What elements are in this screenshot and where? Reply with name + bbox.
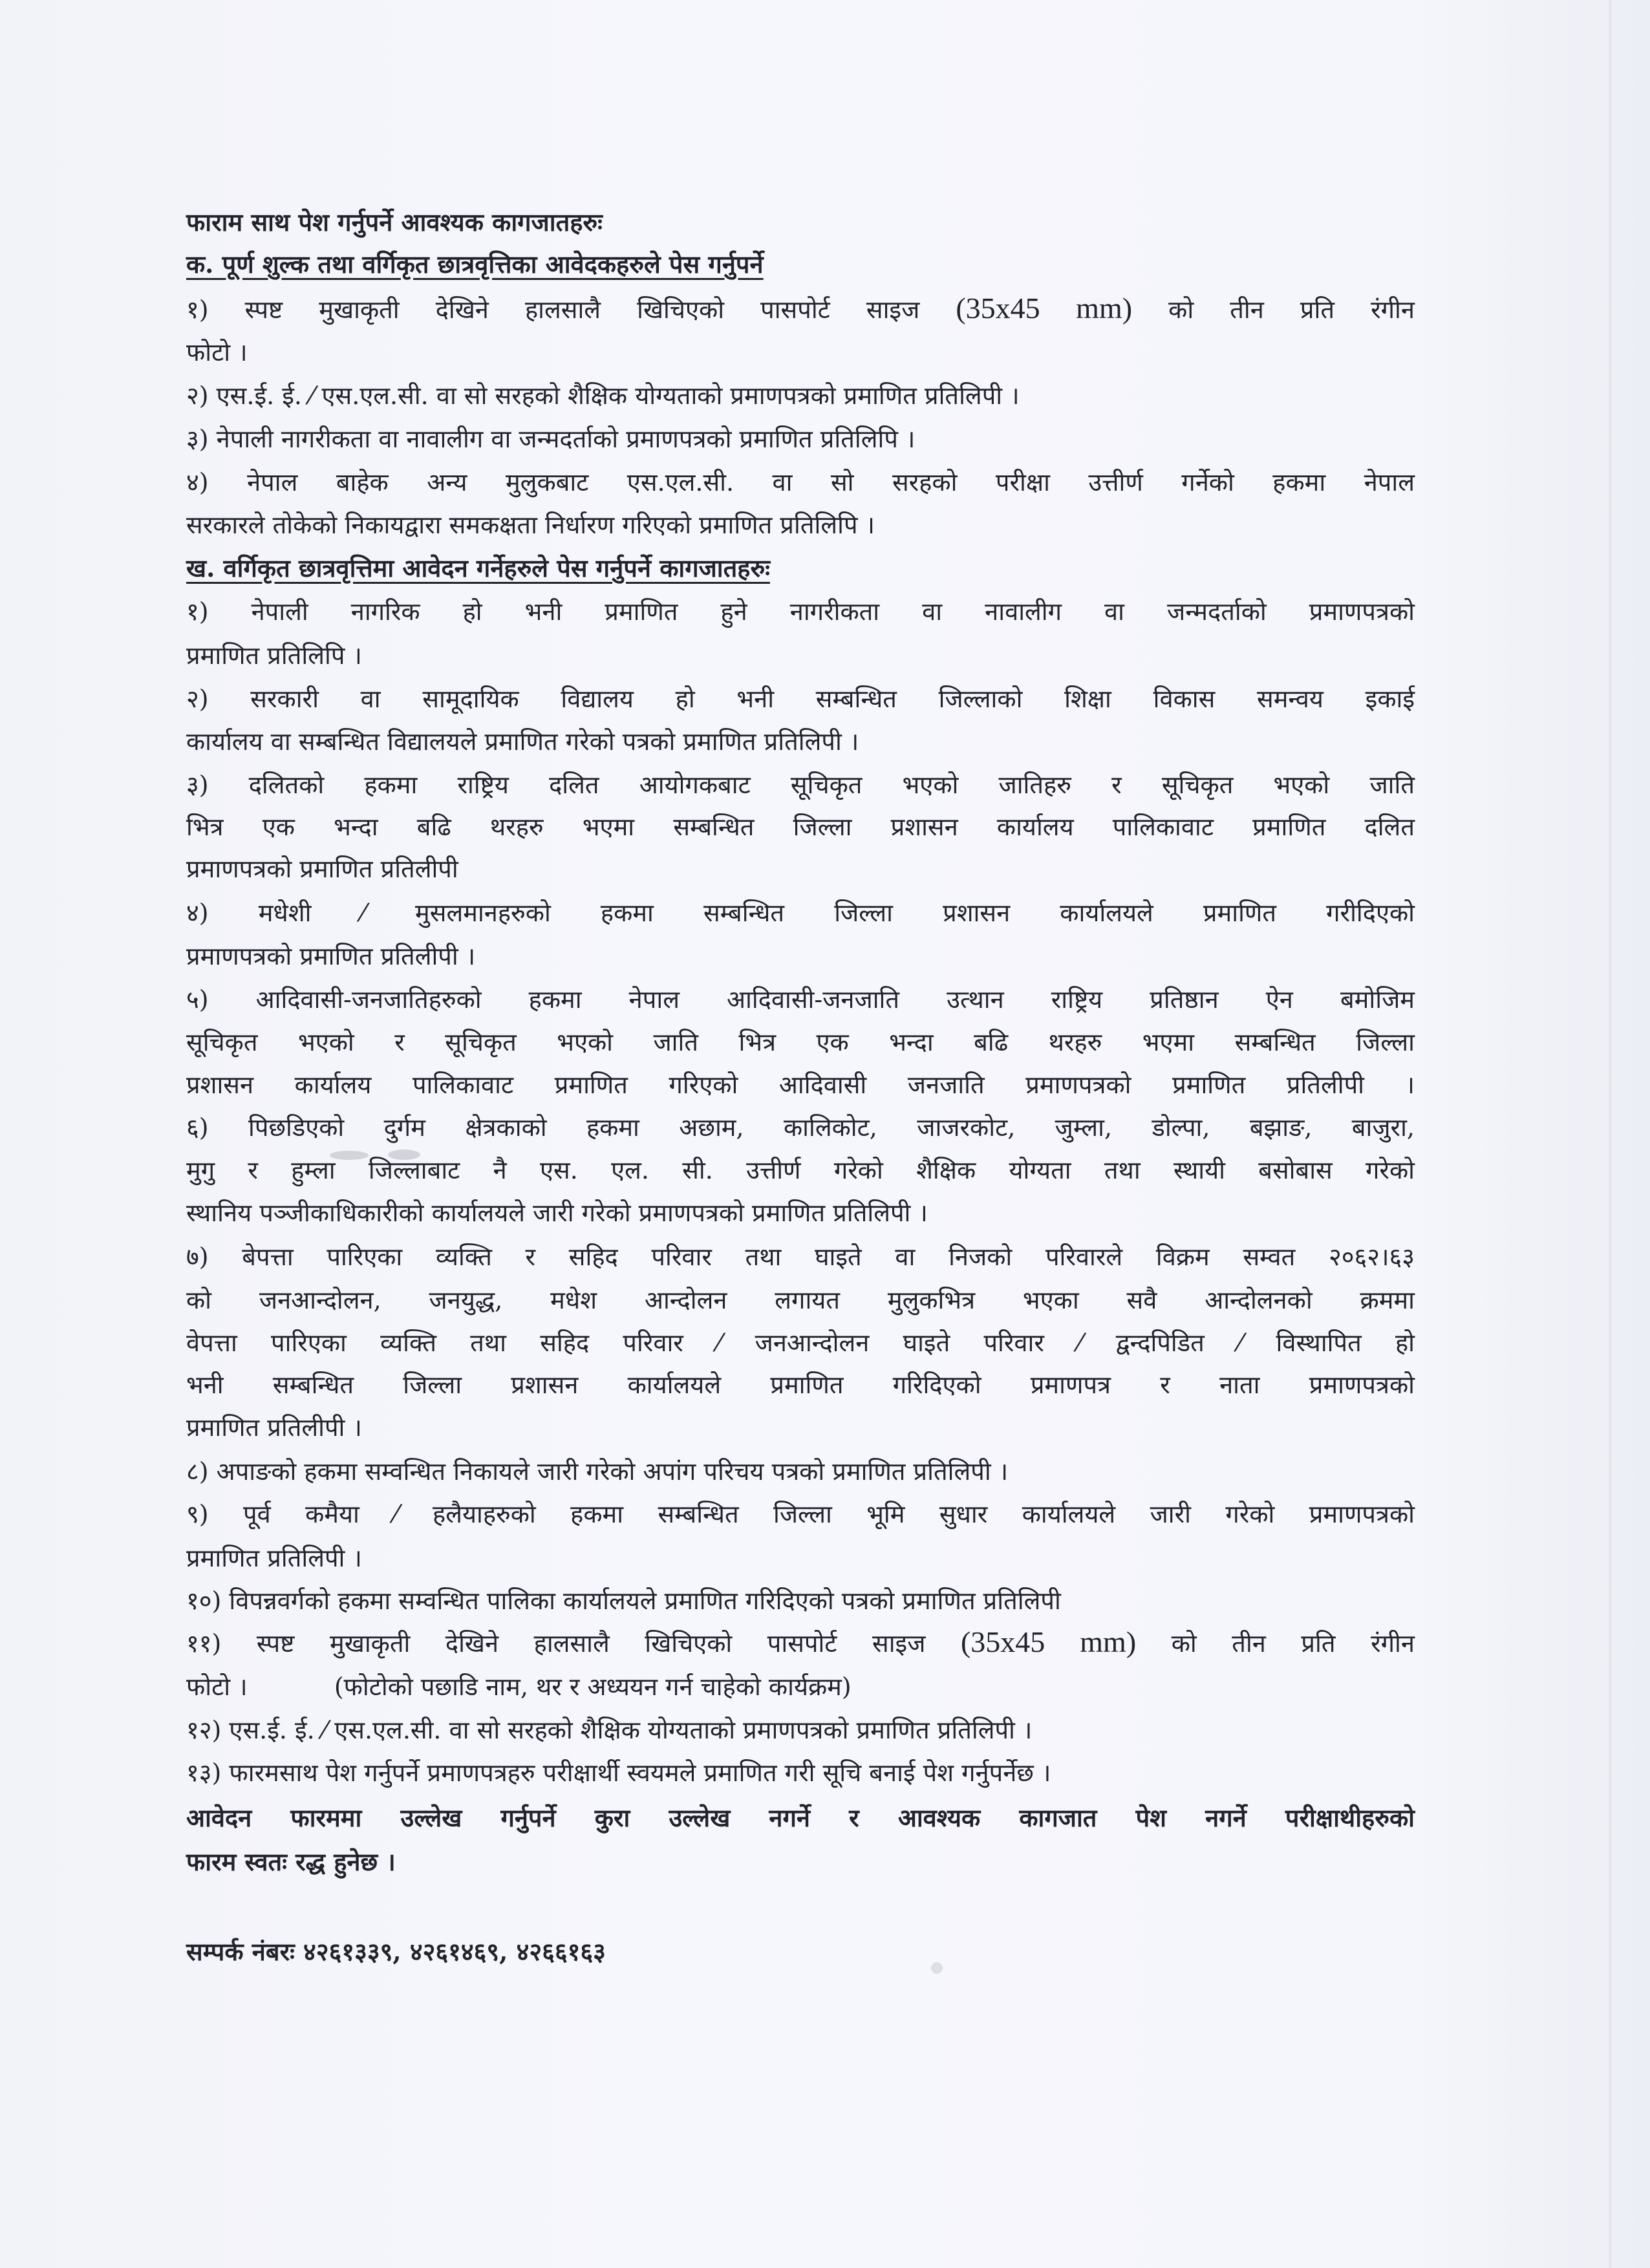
kha-item-6-line-1: ६) पिछडिएको दुर्गम क्षेत्रकाको हकमा अछाम, कालिकोट, जाजरकोट, जुम्ला, डोल्पा, बझाङ, बाजुरा, bbox=[186, 1113, 1415, 1142]
kha-item-9-line-1: ९) पूर्व कमैया ⁄ हलैयाहरुको हकमा सम्बन्धित जिल्ला भूमि सुधार कार्यालयले जारी गरेको प्रमाणपत्रको bbox=[186, 1500, 1415, 1528]
kha-item-7-line-5: प्रमाणित प्रतिलीपी । bbox=[186, 1413, 362, 1442]
kha-item-13: १३) फारमसाथ पेश गर्नुपर्ने प्रमाणपत्रहरु परीक्षार्थी स्वयमले प्रमाणित गरी सूचि बनाई पेश गर्नुपर्नेछ । bbox=[186, 1759, 1051, 1787]
kha-item-7-line-4: भनी सम्बन्धित जिल्ला प्रशासन कार्यालयले प्रमाणित गरिदिएको प्रमाणपत्र र नाता प्रमाणपत्रको bbox=[186, 1371, 1415, 1399]
kha-item-12: १२) एस.ई. ई. ⁄ एस.एल.सी. वा सो सरहको शैक्षिक योग्यताको प्रमाणपत्रको प्रमाणित प्रतिलिपी । bbox=[186, 1716, 1033, 1744]
page-edge bbox=[1609, 0, 1611, 2268]
kha-item-8: ८) अपाङको हकमा सम्वन्धित निकायले जारी गरेको अपांग परिचय पत्रको प्रमाणित प्रतिलिपी । bbox=[186, 1457, 1009, 1486]
kha-item-2-line-2: कार्यालय वा सम्बन्धित विद्यालयले प्रमाणित गरेको पत्रको प्रमाणित प्रतिलिपी । bbox=[186, 727, 859, 756]
kha-item-11-note: (फोटोको पछाडि नाम, थर र अध्ययन गर्न चाहेको कार्यक्रम) bbox=[334, 1673, 852, 1701]
kha-item-11-text: ११) स्पष्ट मुखाकृती देखिने हालसालै खिचिएको पासपोर्ट साइज bbox=[186, 1629, 926, 1658]
ka-item-2: २) एस.ई. ई. ⁄ एस.एल.सी. वा सो सरहको शैक्षिक योग्यताको प्रमाणपत्रको प्रमाणित प्रतिलिपी । bbox=[186, 381, 1020, 410]
kha-item-4-line-2: प्रमाणपत्रको प्रमाणित प्रतिलीपी । bbox=[186, 942, 476, 970]
scan-smudge bbox=[330, 1151, 369, 1160]
kha-item-1-line-2: प्रमाणित प्रतिलिपि । bbox=[186, 641, 362, 670]
ka-item-1-line-1 bbox=[186, 293, 1415, 325]
kha-item-11-size: (35x45 mm) bbox=[960, 1625, 1137, 1658]
notice-line-1: आवेदन फारममा उल्लेख गर्नुपर्ने कुरा उल्लेख नगर्ने र आवश्यक कागजात पेश नगर्ने परीक्षाथीहरुको bbox=[186, 1803, 1415, 1832]
contact-numbers: सम्पर्क नंबरः ४२६१३३९, ४२६१४६९, ४२६६१६३ bbox=[186, 1937, 606, 1966]
kha-item-5-line-2: सूचिकृत भएको र सूचिकृत भएको जाति भित्र एक भन्दा बढि थरहरु भएमा सम्बन्धित जिल्ला bbox=[186, 1028, 1415, 1056]
ka-item-3: ३) नेपाली नागरीकता वा नावालीग वा जन्मदर्ताको प्रमाणपत्रको प्रमाणित प्रतिलिपि । bbox=[186, 425, 916, 453]
kha-item-11-line-1 bbox=[186, 1627, 1415, 1659]
ka-item-4-line-2: सरकारले तोकेको निकायद्वारा समकक्षता निर्धारण गरिएको प्रमाणित प्रतिलिपि । bbox=[186, 511, 875, 539]
kha-item-3-line-3: प्रमाणपत्रको प्रमाणित प्रतिलीपी bbox=[186, 855, 458, 883]
ka-item-1-size: (35x45 mm) bbox=[956, 292, 1133, 325]
kha-item-4-line-1: ४) मधेशी ⁄ मुसलमानहरुको हकमा सम्बन्धित जिल्ला प्रशासन कार्यालयले प्रमाणित गरीदिएको bbox=[186, 899, 1415, 927]
kha-item-11-text-end: को तीन प्रति रंगीन bbox=[1171, 1629, 1415, 1658]
ka-item-1-line-2: फोटो । bbox=[186, 338, 248, 367]
kha-item-10: १०) विपन्नवर्गको हकमा सम्वन्धित पालिका कार्यालयले प्रमाणित गरिदिएको पत्रको प्रमाणित प्रतिलिपी bbox=[186, 1587, 1061, 1615]
kha-item-3-line-1: ३) दलितको हकमा राष्ट्रिय दलित आयोगकबाट सूचिकृत भएको जातिहरु र सूचिकृत भएको जाति bbox=[186, 771, 1415, 799]
kha-item-6-line-3: स्थानिय पञ्जीकाधिकारीको कार्यालयले जारी गरेको प्रमाणपत्रको प्रमाणित प्रतिलिपी । bbox=[186, 1199, 928, 1227]
scan-speck bbox=[931, 1962, 943, 1974]
document-heading: फाराम साथ पेश गर्नुपर्ने आवश्यक कागजातहरुः bbox=[186, 208, 603, 237]
kha-item-1-line-1: १) नेपाली नागरिक हो भनी प्रमाणित हुने नागरीकता वा नावालीग वा जन्मदर्ताको प्रमाणपत्रको bbox=[186, 597, 1415, 626]
section-ka-title: क. पूर्ण शुल्क तथा वर्गिकृत छात्रवृत्तिका आवेदकहरुले पेस गर्नुपर्ने bbox=[186, 250, 764, 279]
kha-item-3-line-2: भित्र एक भन्दा बढि थरहरु भएमा सम्बन्धित जिल्ला प्रशासन कार्यालय पालिकावाट प्रमाणित दलित bbox=[186, 813, 1415, 841]
ka-item-1-text: १) स्पष्ट मुखाकृती देखिने हालसालै खिचिएको पासपोर्ट साइज bbox=[186, 295, 920, 324]
kha-item-9-line-2: प्रमाणित प्रतिलिपी । bbox=[186, 1544, 362, 1572]
ka-item-1-text-end: को तीन प्रति रंगीन bbox=[1168, 295, 1415, 324]
scan-smudge bbox=[388, 1150, 420, 1160]
kha-item-11-photo: फोटो । bbox=[186, 1673, 248, 1701]
kha-item-2-line-1: २) सरकारी वा सामूदायिक विद्यालय हो भनी सम्बन्धित जिल्लाको शिक्षा विकास समन्वय इकाई bbox=[186, 685, 1415, 713]
kha-item-11-line-2 bbox=[186, 1671, 852, 1702]
kha-item-5-line-3: प्रशासन कार्यालय पालिकावाट प्रमाणित गरिएको आदिवासी जनजाति प्रमाणपत्रको प्रमाणित प्रतिलीपी । bbox=[186, 1071, 1415, 1099]
kha-item-7-line-3: वेपत्ता पारिएका व्यक्ति तथा सहिद परिवार ⁄ जनआन्दोलन घाइते परिवार ⁄ द्वन्दपिडित ⁄ विस्थापित हो bbox=[186, 1329, 1415, 1357]
kha-item-7-line-2: को जनआन्दोलन, जनयुद्ध, मधेश आन्दोलन लगायत मुलुकभित्र भएका सवै आन्दोलनको क्रममा bbox=[186, 1286, 1415, 1314]
kha-item-5-line-1: ५) आदिवासी-जनजातिहरुको हकमा नेपाल आदिवासी-जनजाति उत्थान राष्ट्रिय प्रतिष्ठान ऐन बमोजिम bbox=[186, 985, 1415, 1014]
kha-item-7-line-1: ७) बेपत्ता पारिएका व्यक्ति र सहिद परिवार तथा घाइते वा निजको परिवारले विक्रम सम्वत २०६२।६३ bbox=[186, 1243, 1415, 1271]
ka-item-4-line-1: ४) नेपाल बाहेक अन्य मुलुकबाट एस.एल.सी. वा सो सरहको परीक्षा उत्तीर्ण गर्नेको हकमा नेपाल bbox=[186, 468, 1415, 497]
kha-item-6-line-2: मुगु र हुम्ला जिल्लाबाट नै एस. एल. सी. उत्तीर्ण गरेको शैक्षिक योग्यता तथा स्थायी बसोबास गरेको bbox=[186, 1156, 1415, 1184]
section-kha-title: ख. वर्गिकृत छात्रवृत्तिमा आवेदन गर्नेहरुले पेस गर्नुपर्ने कागजातहरुः bbox=[186, 553, 770, 583]
notice-line-2: फारम स्वतः रद्ध हुनेछ । bbox=[186, 1847, 396, 1876]
